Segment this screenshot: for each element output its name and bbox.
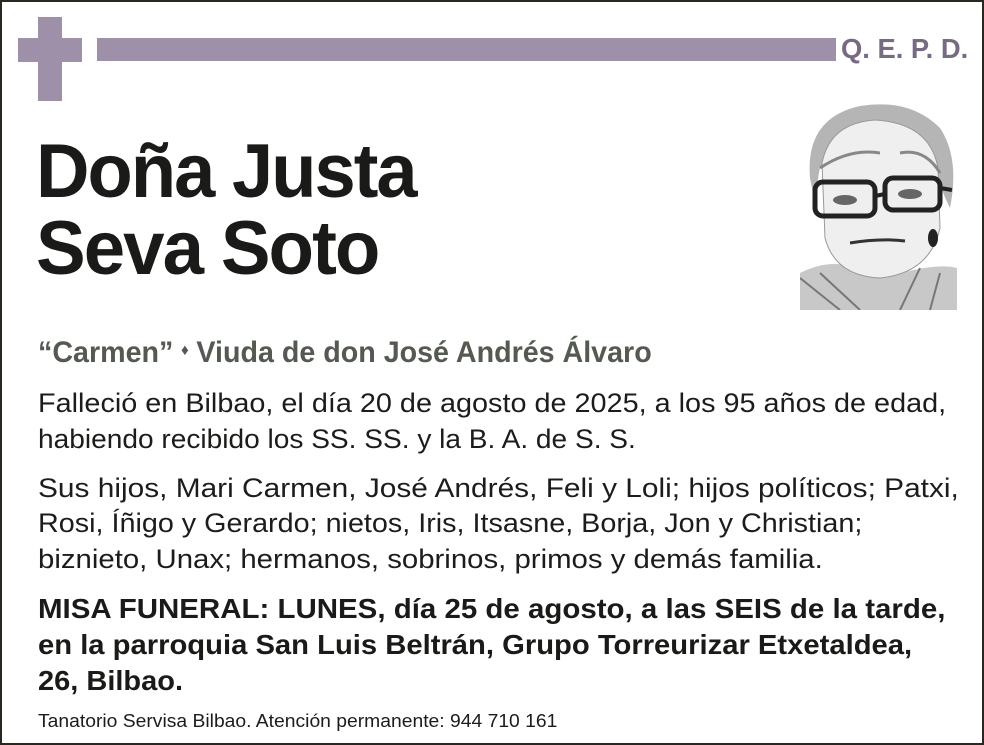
footer-contact: Tanatorio Servisa Bilbao. Atención permanente: 944 710 161: [38, 711, 558, 731]
funeral-line: 26, Bilbao.: [38, 665, 184, 696]
death-notice-line: Falleció en Bilbao, el día 20 de agosto de 2025, a los 95 años de edad,: [38, 388, 947, 418]
family-line: biznieto, Unax; hermanos, sobrinos, primos y demás familia.: [38, 544, 823, 574]
deceased-name-line1: Doña Justa: [36, 129, 416, 214]
header-rule: [97, 38, 836, 61]
nickname: “Carmen”: [38, 336, 174, 369]
qepd-label: Q. E. P. D.: [841, 33, 969, 64]
subtitle: [38, 336, 652, 370]
deceased-name-line2: Seva Soto: [36, 206, 379, 291]
family-line: Sus hijos, Mari Carmen, José Andrés, Feli y Loli; hijos políticos; Patxi,: [38, 473, 959, 503]
spouse: Viuda de don José Andrés Álvaro: [196, 336, 652, 369]
funeral-line: en la parroquia San Luis Beltrán, Grupo Torreurizar Etxetaldea,: [38, 629, 913, 660]
deceased-photo: [800, 98, 957, 310]
family-line: Rosi, Íñigo y Gerardo; nietos, Iris, Itsasne, Borja, Jon y Christian;: [38, 508, 863, 538]
cross-icon-arm: [18, 38, 82, 62]
funeral-line: MISA FUNERAL: LUNES, día 25 de agosto, a las SEIS de la tarde,: [38, 593, 946, 624]
diamond-separator-icon: ♦: [180, 342, 189, 360]
death-notice-line: habiendo recibido los SS. SS. y la B. A. de S. S.: [38, 424, 636, 454]
